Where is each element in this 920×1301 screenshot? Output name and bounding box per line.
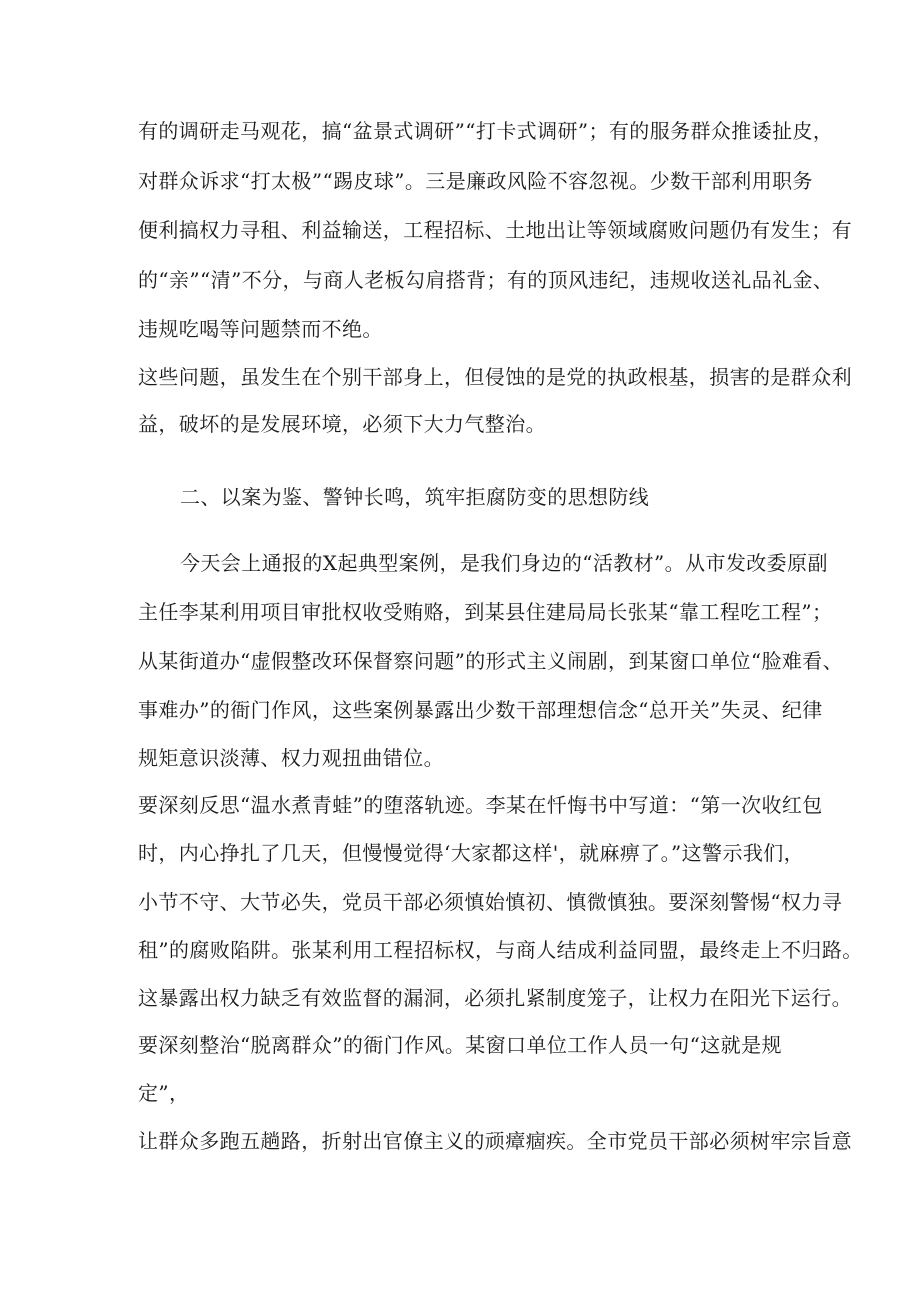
text-line: 对群众诉求“打太极”“踢皮球”。三是廉政风险不容忽视。少数干部利用职务	[138, 169, 813, 193]
text-line: 租”的腐败陷阱。张某利用工程招标权，与商人结成利益同盟，最终走上不归路。	[138, 938, 863, 962]
text-line: 要深刻整治“脱离群众”的衙门作风。某窗口单位工作人员一句“这就是规	[138, 1033, 782, 1057]
text-line: 让群众多跑五趟路，折射出官僚主义的顽瘴痼疾。全市党员干部必须树牢宗旨意	[138, 1129, 852, 1153]
text-line: 从某街道办“虚假整改环保督察问题”的形式主义闹剧，到某窗口单位“脸难看、	[138, 649, 844, 673]
text-line: 这些问题，虽发生在个别干部身上，但侵蚀的是党的执政根基，损害的是群众利	[138, 365, 852, 389]
text-line: 的“亲”“清”不分，与商人老板勾肩搭背；有的顶风违纪，违规收送礼品礼金、	[138, 268, 834, 292]
text-line: 主任李某利用项目审批权收受贿赂，到某县住建局局长张某“靠工程吃工程”；	[138, 600, 833, 624]
text-line: 时，内心挣扎了几天，但慢慢觉得‘大家都这样'，就麻痹了。”这警示我们，	[138, 841, 805, 865]
text-line: 违规吃喝等问题禁而不绝。	[138, 317, 383, 341]
text-line: 便利搞权力寻租、利益输送，工程招标、土地出让等领域腐败问题仍有发生；有	[138, 218, 852, 242]
text-line: 事难办”的衙门作风，这些案例暴露出少数干部理想信念“总开关”失灵、纪律	[138, 698, 823, 722]
section-heading: 二、以案为鉴、警钟长鸣，筑牢拒腐防变的思想防线	[180, 485, 650, 509]
text-line: 这暴露出权力缺乏有效监督的漏洞，必须扎紧制度笼子，让权力在阳光下运行。	[138, 986, 852, 1010]
text-line: 规矩意识淡薄、权力观扭曲错位。	[138, 746, 444, 770]
text-line: 小节不守、大节必失，党员干部必须慎始慎初、慎微慎独。要深刻警惕“权力寻	[138, 890, 843, 914]
text-line: 益，破坏的是发展环境，必须下大力气整治。	[138, 412, 546, 436]
text-line: 今天会上通报的X起典型案例，是我们身边的“活教材”。从市发改委原副	[180, 551, 828, 575]
text-line: 有的调研走马观花，搞“盆景式调研”“打卡式调研”；有的服务群众推诿扯皮，	[138, 119, 834, 143]
text-line: 定”，	[138, 1081, 190, 1105]
text-line: 要深刻反思“温水煮青蛙”的堕落轨迹。李某在忏悔书中写道：“第一次收红包	[138, 793, 823, 817]
